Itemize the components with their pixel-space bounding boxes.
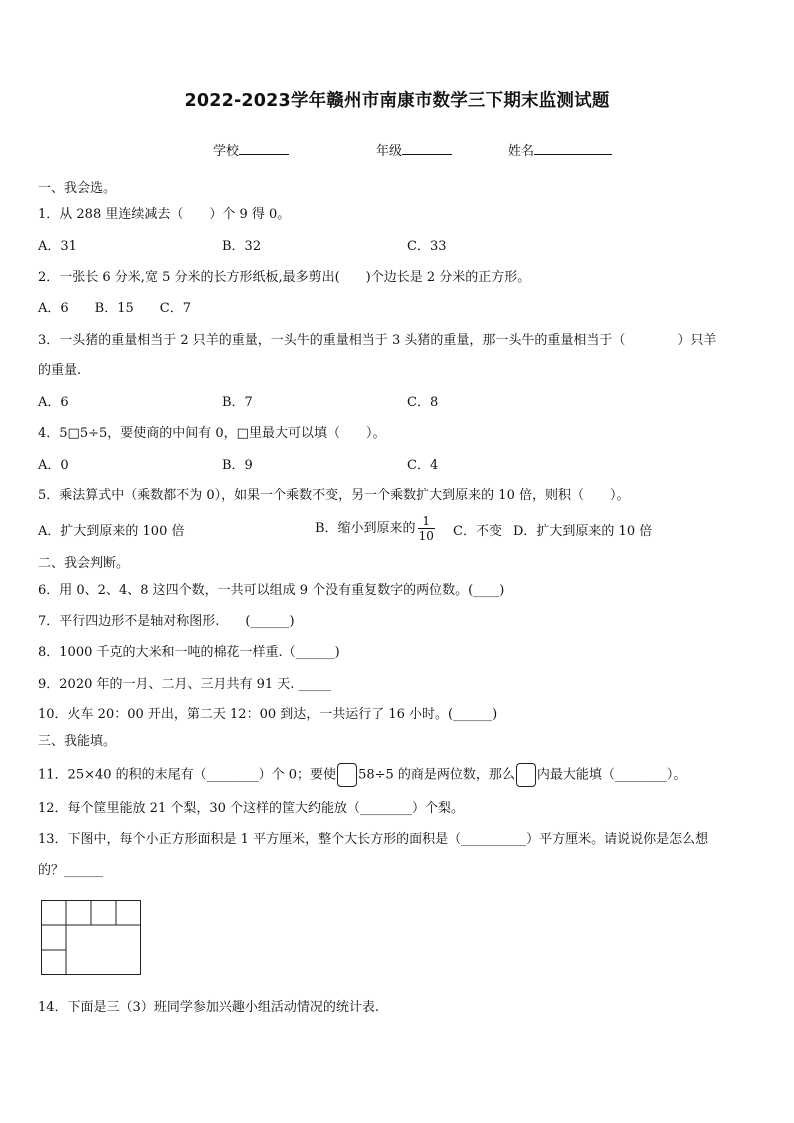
- grade-blank[interactable]: [402, 141, 452, 155]
- question-12: 12．每个筐里能放 21 个梨，30 个这样的筐大约能放（________）个梨。: [38, 801, 465, 816]
- q3-option-c[interactable]: C．8: [407, 395, 439, 410]
- q1-option-b[interactable]: B．32: [222, 239, 262, 254]
- question-9: 9．2020 年的一月、二月、三月共有 91 天. _____: [38, 677, 332, 692]
- question-8: 8．1000 千克的大米和一吨的棉花一样重.（______): [38, 645, 340, 660]
- school-blank[interactable]: [239, 141, 289, 155]
- question-1: 1．从 288 里连续减去（ ）个 9 得 0。: [38, 207, 291, 222]
- name-blank[interactable]: [534, 141, 612, 155]
- question-3-line1: 3．一头猪的重量相当于 2 只羊的重量，一头牛的重量相当于 3 头猪的重量，那一头牛的重量相当于（ ）只羊: [38, 333, 717, 348]
- school-field: [213, 140, 289, 159]
- q1-option-a[interactable]: A．31: [38, 239, 77, 254]
- name-field: [508, 140, 612, 159]
- fraction-one-tenth: [418, 514, 435, 543]
- digit-box-1[interactable]: [337, 763, 357, 787]
- fraction-numerator: 1: [418, 514, 435, 529]
- question-2: 2．一张长 6 分米,宽 5 分米的长方形纸板,最多剪出( )个边长是 2 分米的正方形。: [38, 270, 531, 285]
- question-5: 5．乘法算式中（乘数都不为 0），如果一个乘数不变，另一个乘数扩大到原来的 10 倍，则积（ ）。: [38, 488, 630, 503]
- question-10: 10．火车 20：00 开出，第二天 12：00 到达，一共运行了 16 小时。(______): [38, 707, 498, 722]
- question-14: 14．下面是三（3）班同学参加兴趣小组活动情况的统计表.: [38, 1000, 379, 1015]
- q5-option-b[interactable]: [315, 514, 437, 543]
- q3-option-b[interactable]: B．7: [222, 395, 253, 410]
- section-heading-choose: 一、我会选。: [38, 181, 117, 196]
- name-label: 姓名: [508, 144, 535, 159]
- grade-field: [376, 140, 452, 159]
- question-4: 4．5□5÷5，要使商的中间有 0，□里最大可以填（ ）。: [38, 426, 386, 441]
- q11-part2: 58÷5 的商是两位数，那么: [358, 767, 515, 783]
- fraction-denominator: 10: [418, 529, 434, 543]
- school-label: 学校: [213, 144, 240, 159]
- section-heading-judge: 二、我会判断。: [38, 556, 130, 571]
- q4-option-a[interactable]: A．0: [38, 458, 69, 473]
- exam-title: 2022-2023学年赣州市南康市数学三下期末监测试题: [184, 91, 610, 111]
- rectangle-grid-figure: [41, 900, 143, 976]
- q3-option-a[interactable]: A．6: [38, 395, 69, 410]
- q2-options[interactable]: A．6 B．15 C．7: [38, 301, 191, 316]
- question-11: [38, 763, 686, 787]
- q11-part1: 11．25×40 的积的末尾有（________）个 0；要使: [38, 767, 337, 783]
- q5-option-c[interactable]: C．不变: [453, 524, 502, 539]
- q5-option-a[interactable]: A．扩大到原来的 100 倍: [38, 524, 185, 539]
- question-13-line2: 的？______: [38, 863, 104, 878]
- digit-box-2[interactable]: [516, 763, 536, 787]
- question-6: 6．用 0、2、4、8 这四个数，一共可以组成 9 个没有重复数字的两位数。(____): [38, 583, 505, 598]
- q5-option-b-prefix: B．缩小到原来的: [315, 521, 416, 536]
- grade-label: 年级: [376, 144, 403, 159]
- question-13-line1: 13．下图中，每个小正方形面积是 1 平方厘米，整个大长方形的面积是（__________）平方厘米。请说说你是怎么想: [38, 832, 709, 847]
- question-7: 7．平行四边形不是轴对称图形. (______): [38, 614, 295, 629]
- question-3-line2: 的重量.: [38, 363, 82, 378]
- q5-option-d[interactable]: D．扩大到原来的 10 倍: [513, 524, 653, 539]
- q4-option-b[interactable]: B．9: [222, 458, 253, 473]
- section-heading-fill: 三、我能填。: [38, 734, 117, 749]
- q4-option-c[interactable]: C．4: [407, 458, 439, 473]
- q11-part3: 内最大能填（________）。: [536, 767, 687, 783]
- q1-option-c[interactable]: C．33: [407, 239, 447, 254]
